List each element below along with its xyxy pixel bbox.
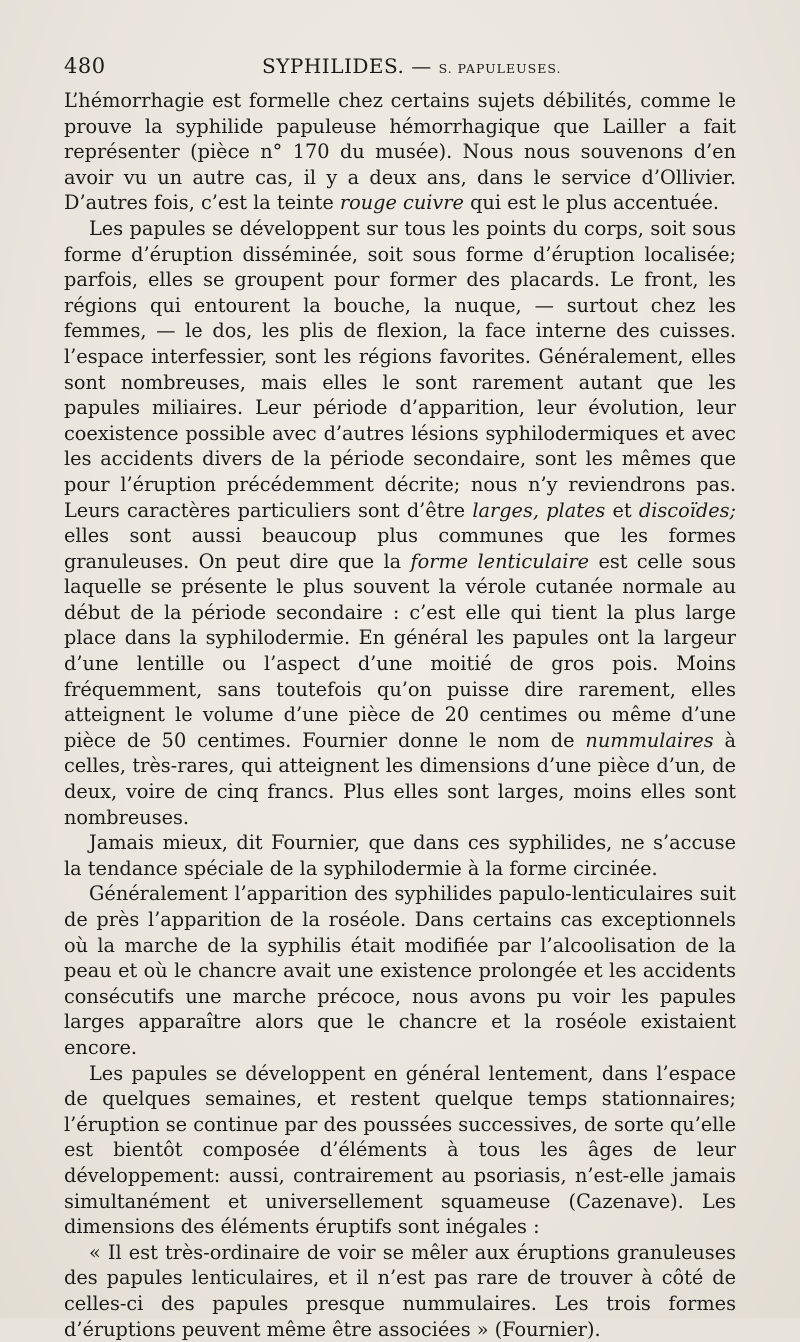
italic-text: nummulaires [585,728,714,752]
italic-text: forme lenticulaire [410,549,590,573]
italic-text: rouge cuivre [339,191,464,215]
text-run: elles sont aussi beaucoup plus communes que les formes granuleuses. On peut dire que la [64,524,736,573]
text-run: est celle sous laquelle se présente le plus souvent la vérole cutanée normale au début de la période secondaire : c’est elle qui tient la plus large place dans la syphilodermie. En général les papules ont la largeur d’une lentille ou l’aspect d’une moitié de gros pois. Moins fréquemment, sans toutefois qu’on puisse dire rarement, elles atteignent le volume d’une pièce de 20 centimes ou même d’une pièce de 50 centimes. Fournier donne le nom de [64,549,736,752]
text-run: qui est le plus accentuée. [463,191,719,215]
page-number: 480 [64,54,106,78]
text-run: et [605,498,639,522]
paragraph [64,88,736,216]
paragraph [64,1240,736,1342]
italic-text: discoïdes; [638,498,736,522]
text-run: Les papules se développent sur tous les points du corps, soit sous forme d’éruption disséminée, soit sous forme d’éruption localisée; parfois, elles se groupent pour former des placards. Le front, les régions qui entourent la bouche, la nuque, — surtout chez les femmes, — le dos, les plis de flexion, la face interne des cuisses. l’espace interfessier, sont les régions favorites. Généralement, elles sont nombreuses, mais elles le sont rarement autant que les papules miliaires. Leur période d’apparition, leur évolution, leur coexistence possible avec d’autres lésions syphilodermiques et avec les accidents divers de la période secondaire, sont les mêmes que pour l’éruption précédemment décrite; nous n’y reviendrons pas. Leurs caractères particuliers sont d’être [64,216,736,522]
running-title [262,54,561,78]
text-run: Les papules se développent en général lentement, dans l’espace de quelques semaines, et restent quelque temps stationnaires; l’éruption se continue par des poussées successives, de sorte qu’elle est bientôt composée d’éléments à tous les âges de leur développement: aussi, contrairement au psoriasis, n’est-elle jamais simultanément et universellement squameuse (Cazenave). Les dimensions des éléments éruptifs sont inégales : [64,1061,736,1239]
body-text [64,88,736,1342]
text-run: Jamais mieux, dit Fournier, que dans ces syphilides, ne s’accuse la tendance spéciale de la syphilodermie à la forme circinée. [64,831,736,880]
text-run: L’hémorrhagie est formelle chez certains sujets débilités, comme le prouve la syphilide papuleuse hémorrhagique que Lailler a fait représenter (pièce n° 170 du musée). Nous nous souvenons d’en avoir vu un autre cas, il y a deux ans, dans le service d’Ollivier. D’autres fois, c’est la teinte [64,89,736,215]
text-run: « Il est très-ordinaire de voir se mêler aux éruptions granuleuses des papules lenticulaires, et il n’est pas rare de trouver à côté de celles-ci des papules presque nummulaires. Les trois formes d’éruptions peuvent même être associées » (Fournier). [64,1240,736,1341]
paragraph [64,830,736,881]
paragraph [64,881,736,1060]
text-run: à celles, très-rares, qui atteignent les dimensions d’une pièce d’un, de deux, voire de cinq francs. Plus elles sont larges, moins elles sont nombreuses. [64,728,736,829]
italic-text: larges, plates [472,498,606,522]
running-title-main: SYPHILIDES. — [262,54,432,78]
paragraph [64,216,736,830]
running-head [64,54,740,84]
running-title-section: S. PAPULEUSES. [438,61,562,76]
text-run: Généralement l’apparition des syphilides papulo-lenticulaires suit de près l’apparition de la roséole. Dans certains cas exceptionnels où la marche de la syphilis était modifiée par l’alcoolisation de la peau et où le chancre avait une existence prolongée et les accidents consécutifs une marche précoce, nous avons pu voir les papules larges apparaître alors que le chancre et la roséole existaient encore. [64,882,736,1059]
paragraph [64,1061,736,1240]
